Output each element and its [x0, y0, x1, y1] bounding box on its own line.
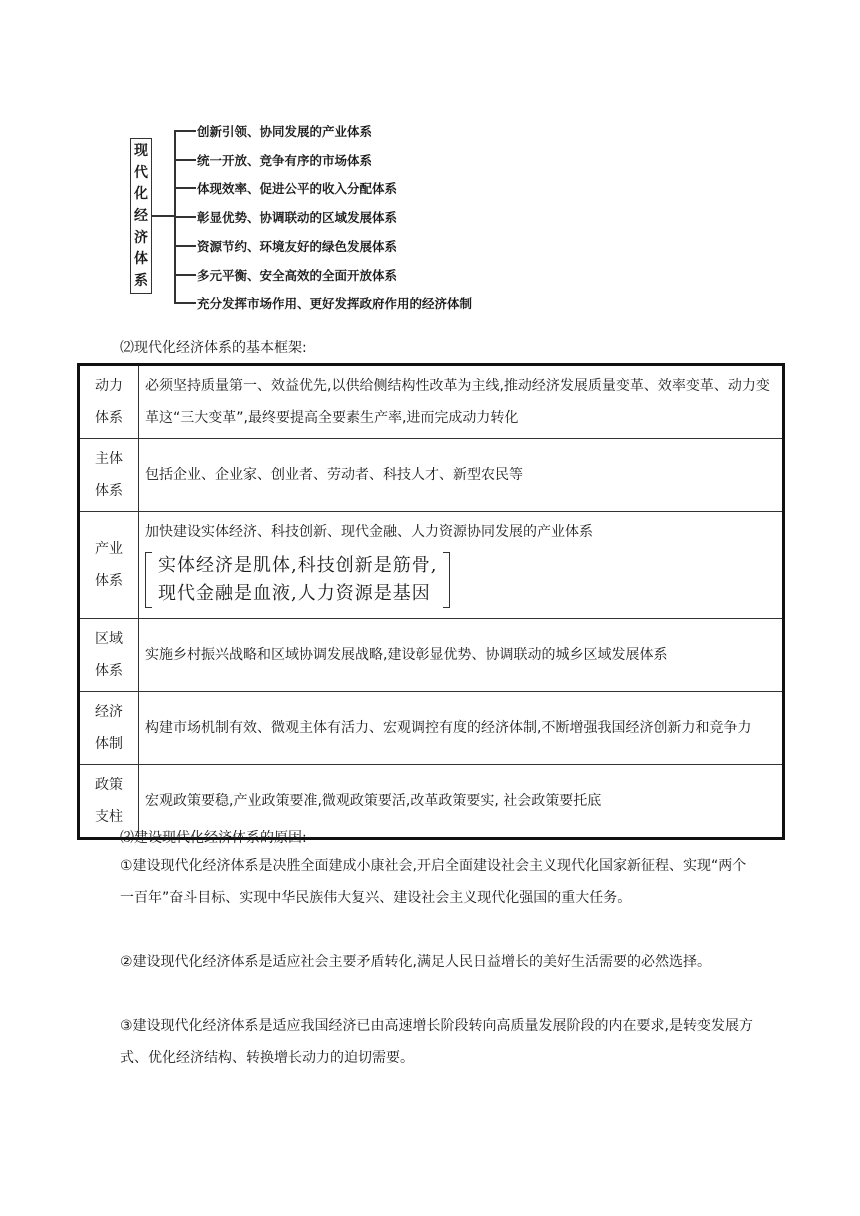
handwritten-note: [145, 552, 776, 608]
industry-description: 加快建设实体经济、科技创新、现代金融、人力资源协同发展的产业体系: [145, 524, 593, 540]
framework-table: [77, 363, 785, 840]
row-label: 产业 体系: [79, 512, 139, 619]
section3-heading: ⑶建设现代化经济体系的原因:: [120, 830, 307, 846]
row-content: 包括企业、企业家、创业者、劳动者、科技人才、新型农民等: [139, 439, 784, 512]
diagram-branch: 体现效率、促进公平的收入分配体系: [174, 179, 397, 197]
diagram-branch: 多元平衡、安全高效的全面开放体系: [174, 266, 397, 284]
row-label: 区域 体系: [79, 619, 139, 692]
root-char: 体: [134, 251, 148, 268]
row-content: [139, 512, 784, 619]
row-label: 经济 体制: [79, 692, 139, 765]
root-char: 济: [134, 229, 148, 246]
row-content: 构建市场机制有效、微观主体有活力、宏观调控有度的经济体制,不断增强我国经济创新力和竞争力: [139, 692, 784, 765]
diagram-bracket: [0, 0, 860, 330]
table-row: [79, 439, 784, 512]
reason-paragraph: ③建设现代化经济体系是适应我国经济已由高速增长阶段转向高质量发展阶段的内在要求,是转变发展方式、优化经济结构、转换增长动力的迫切需要。: [120, 1018, 753, 1066]
note-line: 实体经济是肌体,科技创新是筋骨,: [158, 555, 438, 576]
root-char: 化: [134, 186, 148, 203]
section2-heading: ⑵现代化经济体系的基本框架:: [120, 340, 307, 356]
table-row: [79, 365, 784, 439]
diagram-branch: 充分发挥市场作用、更好发挥政府作用的经济体制: [174, 294, 472, 312]
table-row: [79, 619, 784, 692]
diagram-branch: 资源节约、环境友好的绿色发展体系: [174, 237, 397, 255]
root-char: 现: [134, 142, 148, 159]
row-label: 动力 体系: [79, 365, 139, 439]
reason-paragraph: ②建设现代化经济体系是适应社会主要矛盾转化,满足人民日益增长的美好生活需要的必然选择。: [120, 954, 711, 970]
diagram-branch: 统一开放、竞争有序的市场体系: [174, 151, 372, 169]
diagram-branch: 创新引领、协同发展的产业体系: [174, 122, 372, 140]
table-row: [79, 512, 784, 619]
row-content: 宏观政策要稳,产业政策要准,微观政策要活,改革政策要实, 社会政策要托底: [139, 765, 784, 839]
diagram-root-text: [131, 140, 151, 292]
root-char: 代: [134, 164, 148, 181]
root-char: 系: [134, 273, 148, 290]
note-line: 现代金融是血液,人力资源是基因: [158, 583, 431, 604]
reason-paragraph: ①建设现代化经济体系是决胜全面建成小康社会,开启全面建设社会主义现代化国家新征程、实现“两个一百年”奋斗目标、实现中华民族伟大复兴、建设社会主义现代化强国的重大任务。: [120, 858, 747, 906]
row-label: 政策 支柱: [79, 765, 139, 839]
diagram-branch: 彰显优势、协调联动的区域发展体系: [174, 208, 397, 226]
root-char: 经: [134, 207, 148, 224]
row-content: 必须坚持质量第一、效益优先,以供给侧结构性改革为主线,推动经济发展质量变革、效率变革、动力变革这“三大变革”,最终要提高全要素生产率,进而完成动力转化: [139, 365, 784, 439]
row-label: 主体 体系: [79, 439, 139, 512]
row-content: 实施乡村振兴战略和区域协调发展战略,建设彰显优势、协调联动的城乡区域发展体系: [139, 619, 784, 692]
table-row: [79, 692, 784, 765]
